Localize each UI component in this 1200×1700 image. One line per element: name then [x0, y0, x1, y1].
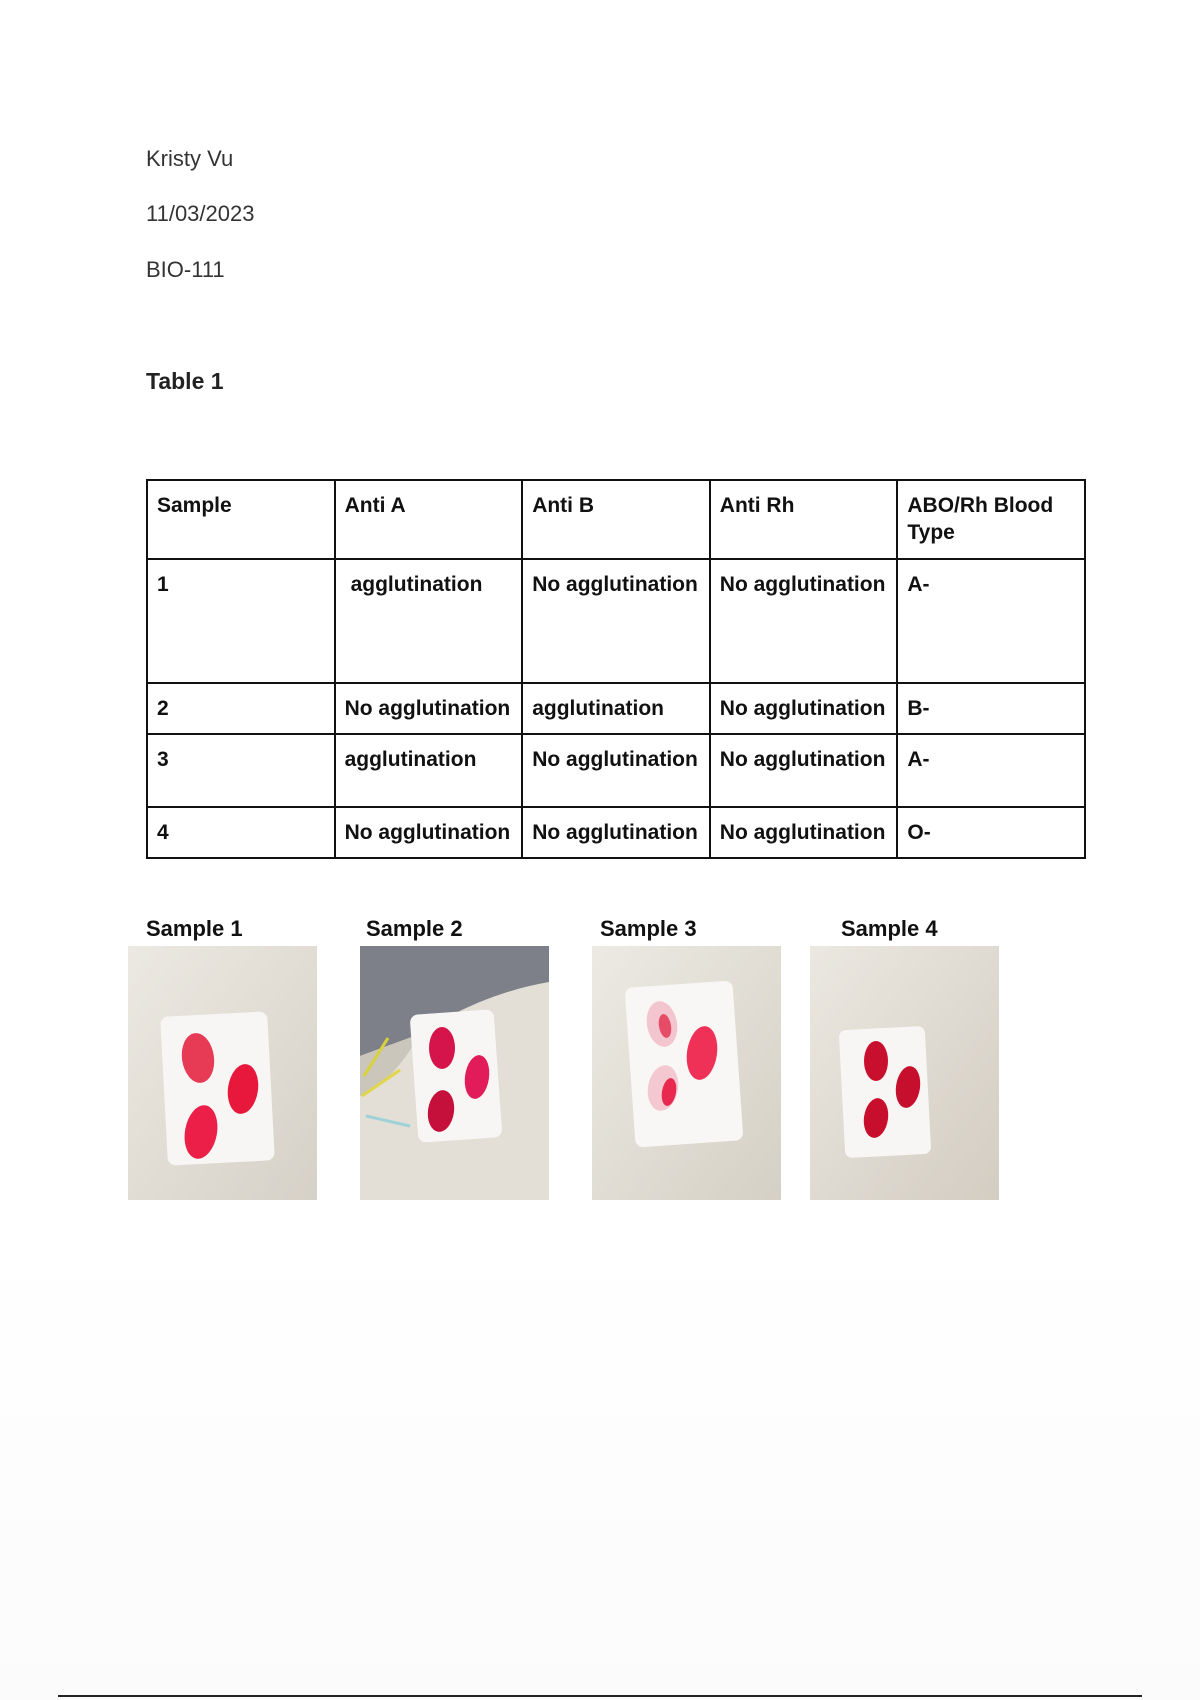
header-anti-rh: Anti Rh [710, 480, 898, 559]
header-anti-a: Anti A [335, 480, 523, 559]
cell-sample: 1 [147, 559, 335, 683]
cell-anti-rh: No agglutination [710, 683, 898, 734]
cell-blood-type: O- [897, 807, 1085, 858]
header-anti-b: Anti B [522, 480, 710, 559]
cell-anti-a: agglutination [335, 734, 523, 807]
table-header-row [147, 480, 1085, 559]
cell-blood-type: A- [897, 559, 1085, 683]
cell-anti-a: No agglutination [335, 683, 523, 734]
blood-typing-table [146, 479, 1086, 859]
cell-sample: 4 [147, 807, 335, 858]
header-blood-type: ABO/Rh Blood Type [897, 480, 1085, 559]
cell-sample: 3 [147, 734, 335, 807]
cell-anti-a: agglutination [335, 559, 523, 683]
author-name: Kristy Vu [146, 146, 234, 171]
cell-sample: 2 [147, 683, 335, 734]
photo-label-sample-1: Sample 1 [146, 916, 243, 941]
table-title: Table 1 [146, 368, 224, 394]
table-row [147, 683, 1085, 734]
sample-3-photo [592, 946, 781, 1200]
cell-blood-type: B- [897, 683, 1085, 734]
cell-anti-rh: No agglutination [710, 807, 898, 858]
cell-anti-b: agglutination [522, 683, 710, 734]
table-row [147, 734, 1085, 807]
photo-label-sample-3: Sample 3 [600, 916, 697, 941]
table-row [147, 559, 1085, 683]
cell-anti-b: No agglutination [522, 734, 710, 807]
cell-anti-rh: No agglutination [710, 734, 898, 807]
cell-anti-b: No agglutination [522, 807, 710, 858]
page-background [0, 1230, 1200, 1700]
cell-anti-a: No agglutination [335, 807, 523, 858]
header-sample: Sample [147, 480, 335, 559]
page-bottom-rule [58, 1695, 1142, 1697]
sample-2-photo [360, 946, 549, 1200]
photo-label-sample-2: Sample 2 [366, 916, 463, 941]
course-code: BIO-111 [146, 257, 225, 282]
cell-anti-b: No agglutination [522, 559, 710, 683]
photo-label-sample-4: Sample 4 [841, 916, 938, 941]
sample-1-photo [128, 946, 317, 1200]
cell-blood-type: A- [897, 734, 1085, 807]
cell-anti-rh: No agglutination [710, 559, 898, 683]
sample-4-photo [810, 946, 999, 1200]
document-date: 11/03/2023 [146, 201, 255, 226]
table-row [147, 807, 1085, 858]
